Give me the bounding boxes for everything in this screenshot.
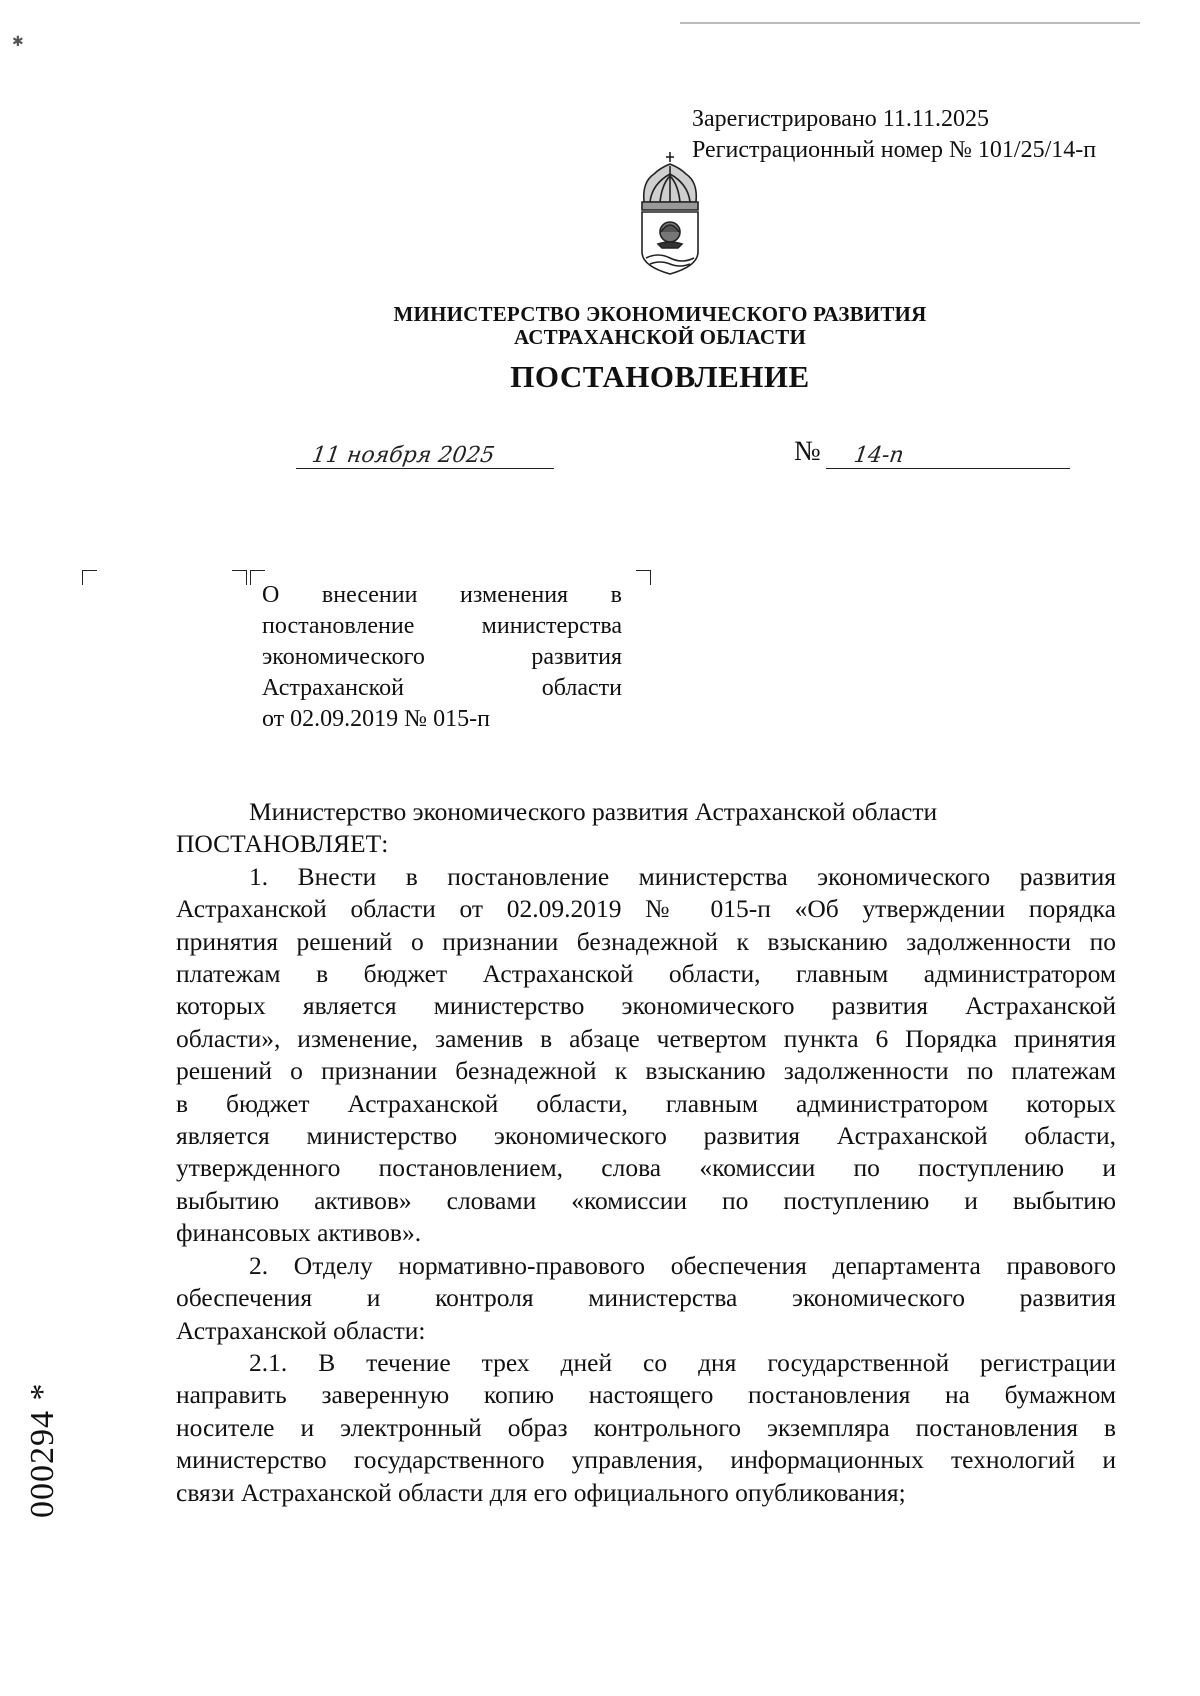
registration-date: Зарегистрировано 11.11.2025 xyxy=(692,106,990,132)
item-1-line: выбытию активов» словами «комиссии по поступлению и выбытию xyxy=(176,1185,1116,1215)
handwritten-number: 14-п xyxy=(852,443,906,468)
preamble: Министерство экономического развития Астраханской области xyxy=(249,797,938,826)
item-1-line: решений о признании безнадежной к взысканию задолженности по платежам xyxy=(176,1056,1116,1086)
subject-corner-right xyxy=(636,570,651,585)
item-1-line: в бюджет Астраханской области, главным администратором которых xyxy=(176,1088,1116,1118)
registration-stamp xyxy=(692,104,1096,166)
document-body xyxy=(176,796,1116,1509)
ministry-line-1: МИНИСТЕРСТВО ЭКОНОМИЧЕСКОГО РАЗВИТИЯ xyxy=(393,302,927,326)
side-stamp-area xyxy=(20,1370,70,1530)
date-field xyxy=(296,438,554,469)
item-2-1-line: 2.1. В течение трех дней со дня государственной регистрации xyxy=(249,1347,1116,1377)
item-2-1-line: связи Астраханской области для его официального опубликования; xyxy=(176,1477,906,1507)
item-1-line: утвержденного постановлением, слова «комиссии по поступлению и xyxy=(176,1153,1116,1183)
item-1-line: которых является министерство экономического развития Астраханской xyxy=(176,991,1116,1021)
item-1-line: принятия решений о признании безнадежной к взысканию задолженности по xyxy=(176,926,1116,956)
item-2-line: обеспечения и контроля министерства экономического развития xyxy=(176,1283,1116,1313)
ministry-name xyxy=(300,303,1020,349)
corner-mark-top-right xyxy=(232,570,247,585)
item-1-line: является министерство экономического развития Астраханской области, xyxy=(176,1121,1116,1151)
scan-artifact-dot: ✱ xyxy=(12,35,24,50)
registration-number: Регистрационный номер № 101/25/14-п xyxy=(692,137,1097,163)
number-label: № xyxy=(794,436,821,467)
subject-line: от 02.09.2019 № 015-п xyxy=(262,706,490,732)
item-1-line: финансовых активов». xyxy=(176,1218,422,1248)
side-serial-stamp: 000294 * xyxy=(24,1382,61,1518)
corner-mark-top-left xyxy=(82,570,97,585)
document-subject xyxy=(262,580,622,735)
subject-line: Астраханской области xyxy=(262,675,622,701)
item-1-line: области», изменение, заменив в абзаце четвертом пункта 6 Порядка принятия xyxy=(176,1023,1116,1053)
item-2-line: Астраханской области: xyxy=(176,1315,426,1345)
scan-artifact-line xyxy=(680,22,1140,24)
subject-line: экономического развития xyxy=(262,644,622,670)
ministry-line-2: АСТРАХАНСКОЙ ОБЛАСТИ xyxy=(513,325,807,349)
item-2-1-line: направить заверенную копию настоящего постановления на бумажном xyxy=(176,1380,1116,1410)
decree-word: ПОСТАНОВЛЯЕТ: xyxy=(176,829,389,859)
item-1-line: Астраханской области от 02.09.2019 № 015-п «Об утверждении порядка xyxy=(176,894,1116,924)
handwritten-date: 11 ноября 2025 xyxy=(310,443,497,468)
subject-line: О внесении изменения в xyxy=(262,582,622,608)
subject-line: постановление министерства xyxy=(262,613,622,639)
number-field xyxy=(826,438,1070,469)
document-type: ПОСТАНОВЛЕНИЕ xyxy=(510,359,810,394)
item-2-line: 2. Отделу нормативно-правового обеспечения департамента правового xyxy=(249,1250,1116,1280)
astrakhan-coat-of-arms-icon xyxy=(630,148,710,280)
item-1-line: платежам в бюджет Астраханской области, главным администратором xyxy=(176,959,1116,989)
item-1-line: 1. Внести в постановление министерства экономического развития xyxy=(249,861,1116,891)
item-2-1-line: министерство государственного управления, информационных технологий и xyxy=(176,1445,1116,1475)
item-2-1-line: носителе и электронный образ контрольного экземпляра постановления в xyxy=(176,1412,1116,1442)
